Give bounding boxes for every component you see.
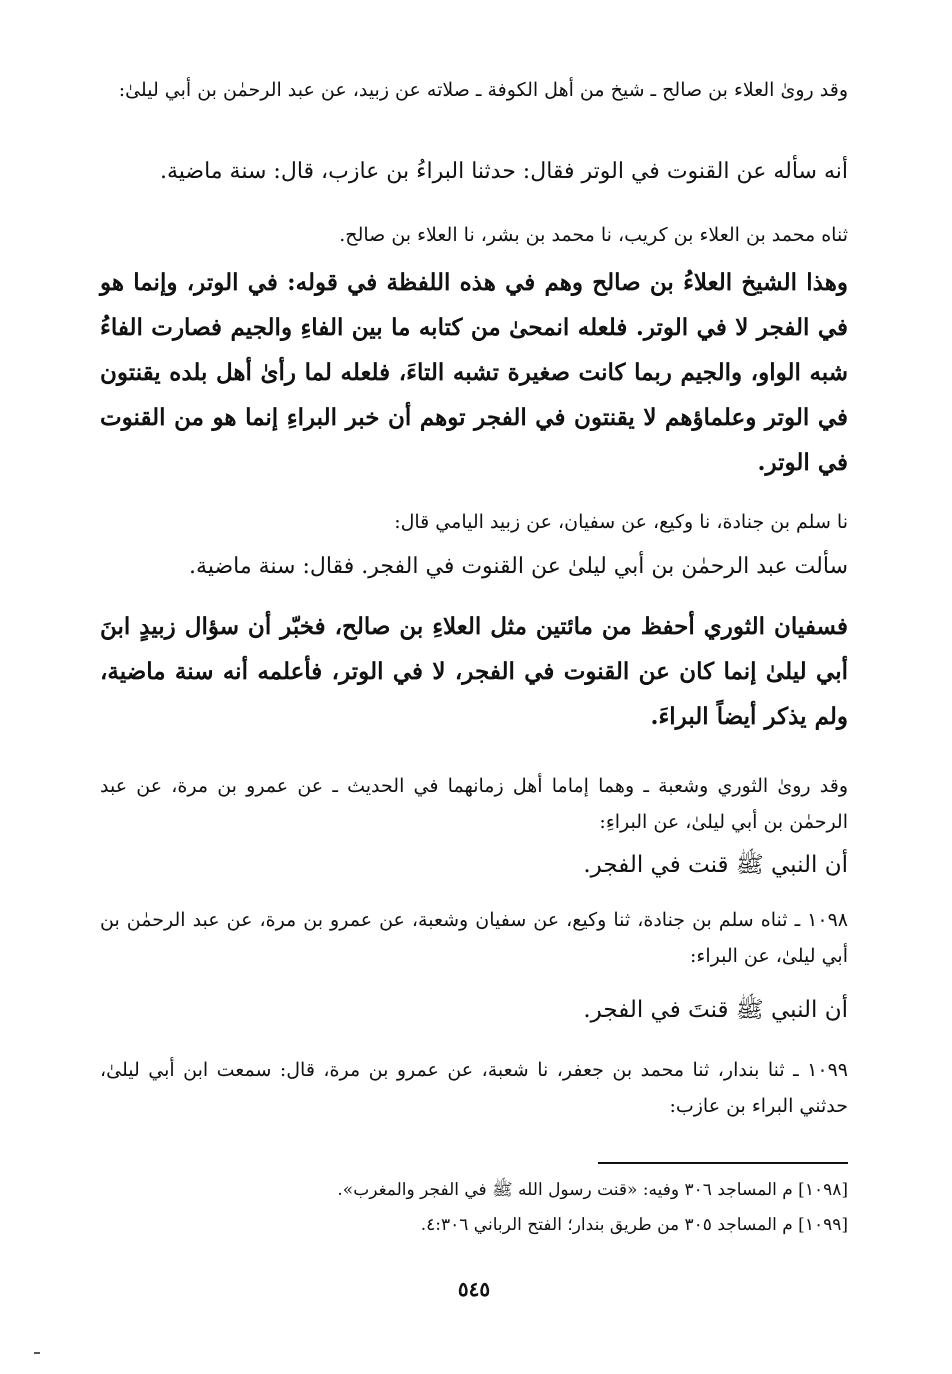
hadith-1099: ١٠٩٩ ـ ثنا بندار، ثنا محمد بن جعفر، نا شعبة، عن عمرو بن مرة، قال: سمعت ابن أبي ليلىٰ، حدثني البراء بن عازب: [100,1059,848,1117]
quote-hadith-qunut-2: أن النبي ﷺ قنتَ في الفجر. [583,997,848,1023]
quote-hadith-fajr: سألت عبد الرحمٰن بن أبي ليلىٰ عن القنوت في الفجر. فقال: سنة ماضية. [189,554,848,579]
quote-hadith-witr: أنه سأله عن القنوت في الوتر فقال: حدثنا البراءُ بن عازب، قال: سنة ماضية. [159,159,848,184]
footnote-1099: [١٠٩٩] م المساجد ٣٠٥ من طريق بندار؛ الفتح الرباني ٤:٣٠٦. [420,1215,848,1235]
page-number: ٥٤٥ [457,1277,491,1301]
footnote-1098: [١٠٩٨] م المساجد ٣٠٦ وفيه: «قنت رسول الله ﷺ في الفجر والمغرب». [337,1180,848,1200]
footnote-divider [598,1162,848,1164]
paragraph-narration-alaa: وقد روىٰ العلاء بن صالح ـ شيخ من أهل الكوفة ـ صلاته عن زبيد، عن عبد الرحمٰن بن أبي ليلىٰ: [118,79,848,101]
quote-hadith-qunut-1: أن النبي ﷺ قنت في الفجر. [583,852,848,878]
paragraph-narration-thawri: وقد روىٰ الثوري وشعبة ـ وهما إماما أهل زمانهما في الحديث ـ عن عمرو بن مرة، عن عبد الرحمٰن بن أبي ليلىٰ، عن البراءِ: [100,775,848,833]
paragraph-commentary-alaa: وهذا الشيخ العلاءُ بن صالح وهم في هذه اللفظة في قوله: في الوتر، وإنما هو في الفجر لا في الوتر. فلعله انمحىٰ من كتابه ما بين الفاءِ والجيم فصارت الفاءُ شبه الواو، والجيم ربما كانت صغيرة تشبه التاءَ، فلعله لما رأىٰ أهل بلده يقنتون في الوتر وعلماؤهم لا يقنتون في الفجر توهم أن خبر البراءِ إنما هو من القنوت في الوتر. [100,269,848,476]
paragraph-isnad-salm: نا سلم بن جنادة، نا وكيع، عن سفيان، عن زبيد اليامي قال: [394,511,848,533]
hadith-1098: ١٠٩٨ ـ ثناه سلم بن جنادة، ثنا وكيع، عن سفيان وشعبة، عن عمرو بن مرة، عن عبد الرحمٰن بن أبي ليلىٰ، عن البراء: [100,909,848,967]
scan-speck [34,1352,40,1354]
paragraph-commentary-sufyan: فسفيان الثوري أحفظ من مائتين مثل العلاءِ بن صالح، فخبّر أن سؤال زبيدٍ ابنَ أبي ليلىٰ إنما كان عن القنوت في الفجر، لا في الوتر، فأعلمه أنه سنة ماضية، ولم يذكر أيضاً البراءَ. [100,613,848,730]
paragraph-isnad-alaa: ثناه محمد بن العلاء بن كريب، نا محمد بن بشر، نا العلاء بن صالح. [339,224,848,246]
